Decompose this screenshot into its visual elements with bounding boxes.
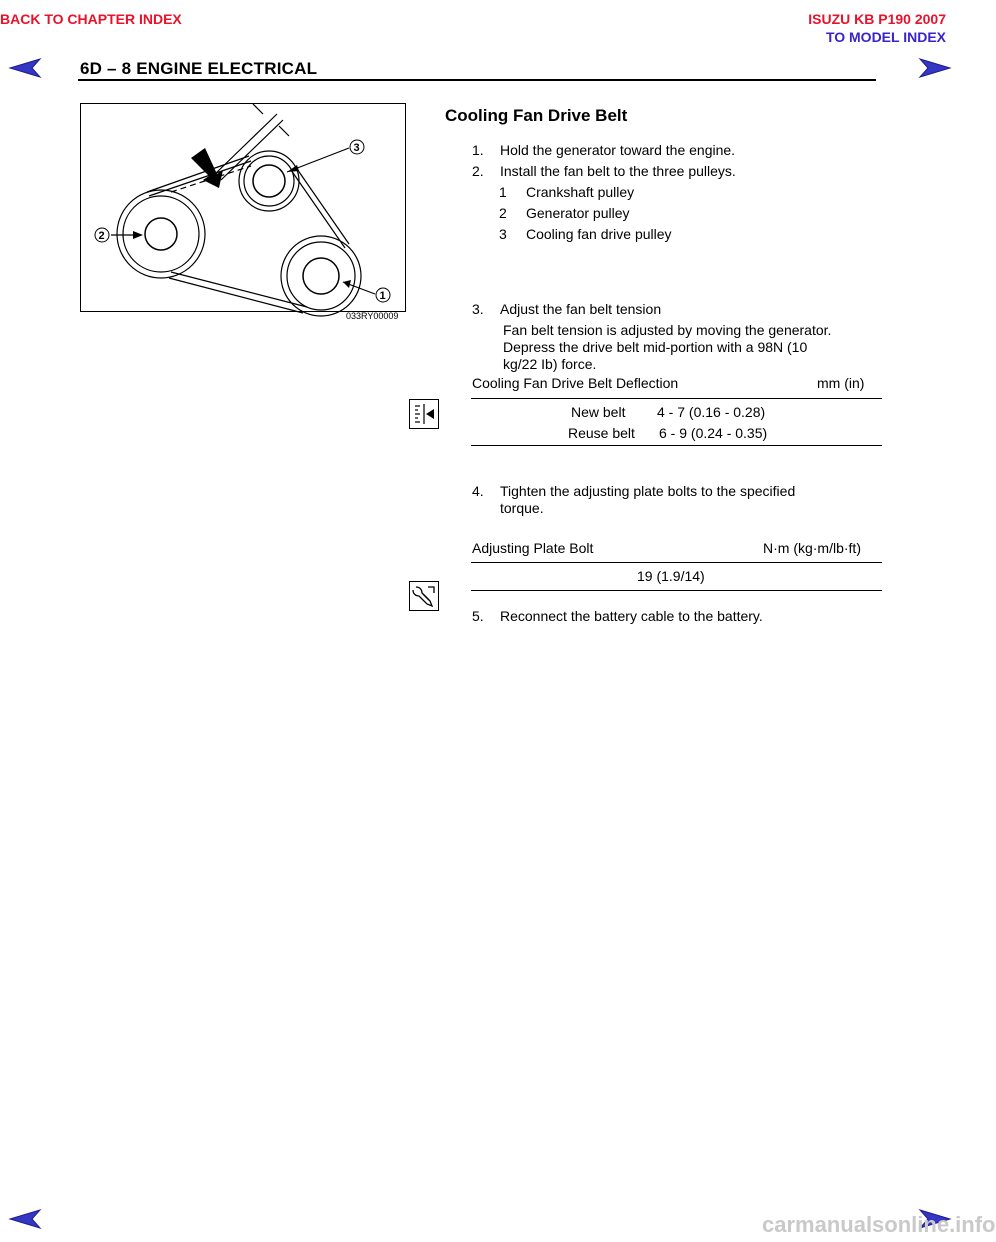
step-1-text: Hold the generator toward the engine. — [500, 142, 736, 158]
torque-rule-top — [471, 562, 882, 563]
step-2-number: 2. — [472, 163, 484, 179]
deflection-title: Cooling Fan Drive Belt Deflection — [472, 375, 679, 391]
torque-unit: N·m (kg·m/lb·ft) — [763, 540, 861, 556]
step-3-note-line-1: Fan belt tension is adjusted by moving the generator. — [503, 322, 832, 338]
fan-pulley — [239, 151, 299, 211]
deflection-row-2-label: Reuse belt — [568, 425, 635, 441]
next-arrow-icon[interactable] — [918, 57, 952, 79]
model-title: ISUZU KB P190 2007 — [808, 11, 946, 27]
deflection-row-1-value: 4 - 7 (0.16 - 0.28) — [657, 404, 766, 420]
step-2-text: Install the fan belt to the three pulleys. — [500, 163, 736, 179]
torque-rule-bottom — [471, 590, 882, 591]
torque-title: Adjusting Plate Bolt — [472, 540, 594, 556]
step-5-text: Reconnect the battery cable to the battery. — [500, 608, 763, 624]
step-5-number: 5. — [472, 608, 484, 624]
belt-diagram — [80, 103, 406, 312]
pulley-2-label: Generator pulley — [526, 205, 630, 221]
step-3-note-line-3: kg/22 Ib) force. — [503, 356, 597, 372]
pulley-3-number: 3 — [499, 226, 507, 242]
pulley-3-label: Cooling fan drive pulley — [526, 226, 672, 242]
step-3-number: 3. — [472, 301, 484, 317]
callout-3: 3 — [353, 142, 360, 154]
belt-diagram-svg — [81, 104, 405, 311]
deflection-rule-bottom — [471, 445, 882, 446]
step-3-text: Adjust the fan belt tension — [500, 301, 662, 317]
pulley-1-label: Crankshaft pulley — [526, 184, 635, 200]
torque-wrench-icon — [409, 581, 439, 611]
pulley-2-number: 2 — [499, 205, 507, 221]
prev-arrow-icon[interactable] — [8, 57, 42, 79]
bottom-prev-arrow-icon[interactable] — [8, 1208, 42, 1230]
header-rule — [78, 79, 876, 81]
deflection-rule-top — [471, 398, 882, 399]
step-3-note-line-2: Depress the drive belt mid-portion with a 98N (10 — [503, 339, 808, 355]
figure-code: 033RY00009 — [346, 311, 399, 321]
callout-1: 1 — [379, 290, 386, 302]
step-4-number: 4. — [472, 483, 484, 499]
step-1-number: 1. — [472, 142, 484, 158]
watermark: carmanualsonline.info — [762, 1212, 996, 1237]
step-4-text: Tighten the adjusting plate bolts to the specified — [500, 483, 796, 499]
pulley-1-number: 1 — [499, 184, 507, 200]
callout-2: 2 — [98, 230, 105, 242]
torque-value: 19 (1.9/14) — [637, 568, 705, 584]
page-header-title: 6D – 8 ENGINE ELECTRICAL — [80, 59, 318, 78]
to-model-index-link[interactable]: TO MODEL INDEX — [825, 29, 946, 45]
deflection-row-1-label: New belt — [571, 404, 626, 420]
deflection-gauge-icon — [409, 399, 439, 429]
deflection-unit: mm (in) — [817, 375, 865, 391]
back-to-chapter-index-link[interactable]: BACK TO CHAPTER INDEX — [0, 11, 182, 27]
generator-pulley — [117, 190, 205, 278]
deflection-row-2-value: 6 - 9 (0.24 - 0.35) — [659, 425, 768, 441]
section-title: Cooling Fan Drive Belt — [445, 106, 628, 125]
step-4-text-cont: torque. — [500, 500, 544, 516]
